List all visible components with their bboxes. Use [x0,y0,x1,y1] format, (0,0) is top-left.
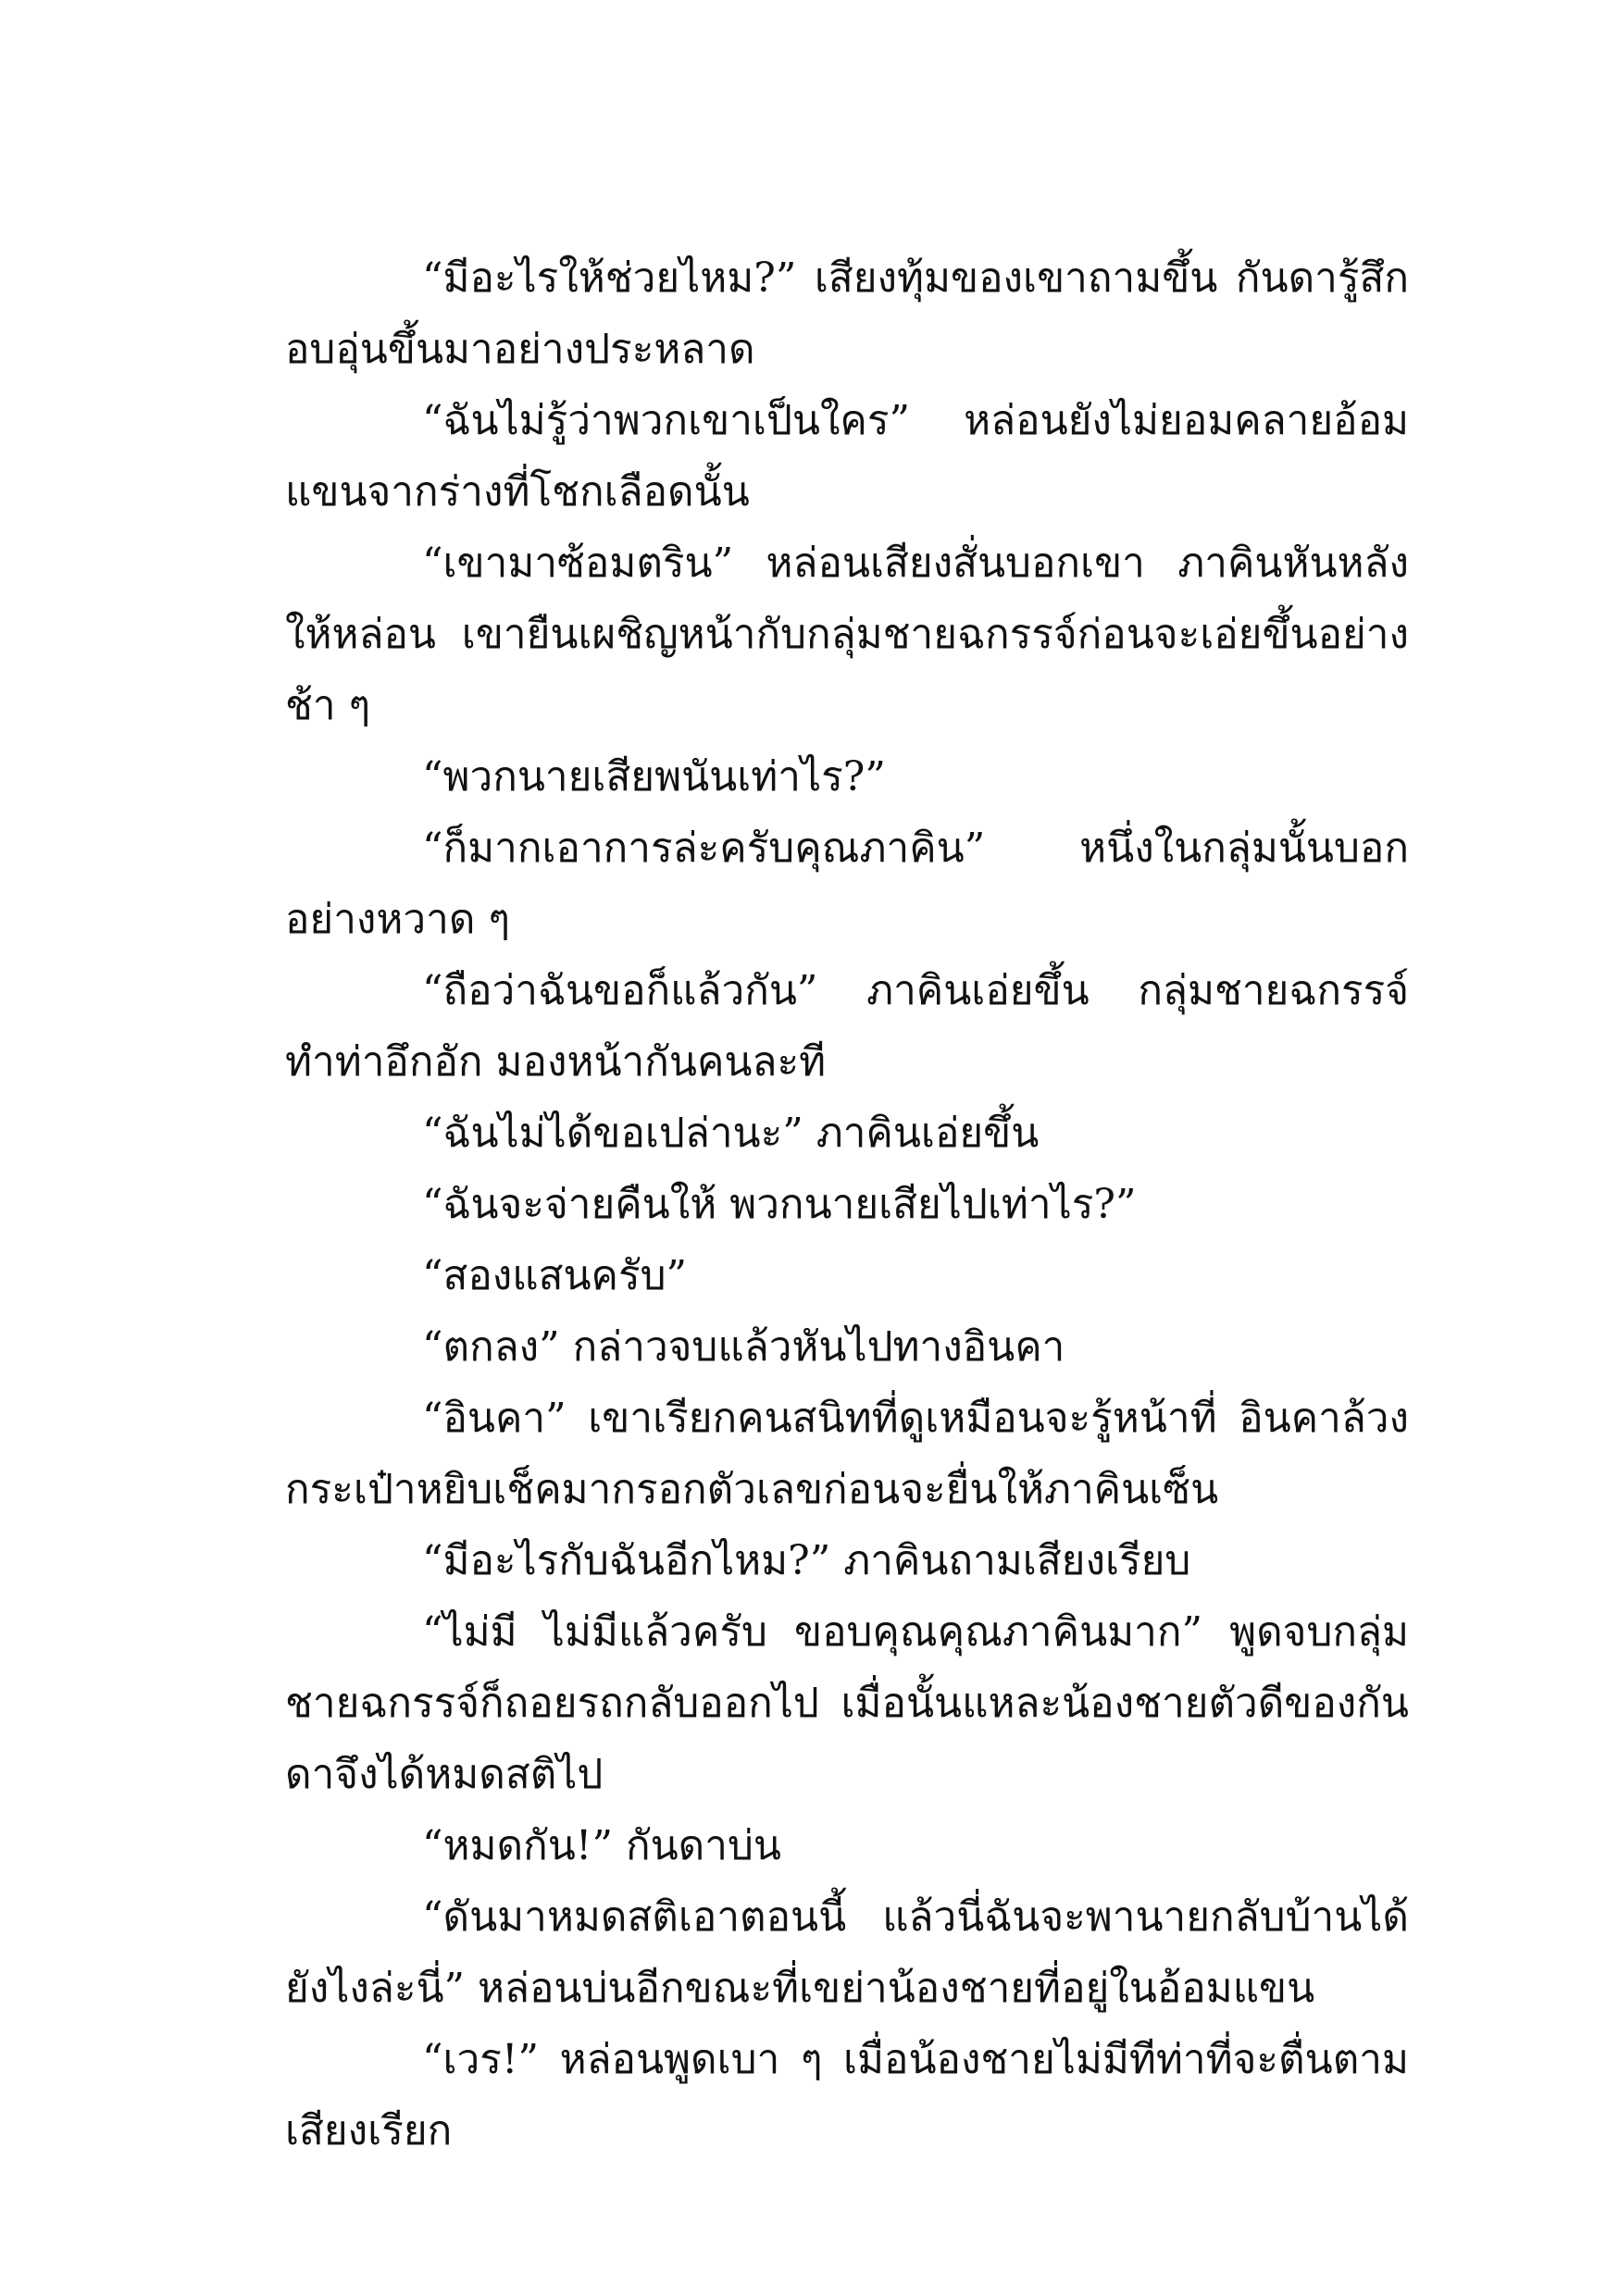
paragraph-8: “ฉันจะจ่ายคืนให้ พวกนายเสียไปเท่าไร?” [422,1181,1137,1228]
paragraph-16: “เวร!” หล่อนพูดเบา ๆ เมื่อน้องชายไม่มีทีท่าที่จะตื่นตามเสียงเรียก [285,2036,1409,2154]
paragraph-6: “ถือว่าฉันขอก็แล้วกัน” ภาคินเอ่ยขึ้น กลุ่มชายฉกรรจ์ทำท่าอึกอัก มองหน้ากันคนละที [285,967,1409,1086]
paragraph-5: “ก็มากเอาการล่ะครับคุณภาคิน” หนึ่งในกลุ่มนั้นบอกอย่างหวาด ๆ [285,825,1409,943]
paragraph-1: “มีอะไรให้ช่วยไหม?” เสียงทุ้มของเขาถามขึ้น กันดารู้สึกอบอุ่นขึ้นมาอย่างประหลาด [285,254,1409,373]
paragraph-9: “สองแสนครับ” [422,1252,688,1299]
paragraph-7: “ฉันไม่ได้ขอเปล่านะ” ภาคินเอ่ยขึ้น [422,1110,1040,1157]
paragraph-11: “อินคา” เขาเรียกคนสนิทที่ดูเหมือนจะรู้หน้าที่ อินคาล้วงกระเป๋าหยิบเช็คมากรอกตัวเลขก่อนจะยื่นให้ภาคินเซ็น [285,1395,1409,1513]
paragraph-3: “เขามาซ้อมตริน” หล่อนเสียงสั่นบอกเขา ภาคินหันหลังให้หล่อน เขายืนเผชิญหน้ากับกลุ่มชายฉกรรจ์ก่อนจะเอ่ยขึ้นอย่างช้า ๆ [285,540,1409,729]
body-text [285,242,1409,2166]
paragraph-2: “ฉันไม่รู้ว่าพวกเขาเป็นใคร” หล่อนยังไม่ยอมคลายอ้อมแขนจากร่างที่โชกเลือดนั้น [285,397,1409,515]
paragraph-4: “พวกนายเสียพนันเท่าไร?” [422,753,886,800]
paragraph-15: “ดันมาหมดสติเอาตอนนี้ แล้วนี่ฉันจะพานายกลับบ้านได้ยังไงล่ะนี่” หล่อนบ่นอีกขณะที่เขย่าน้องชายที่อยู่ในอ้อมแขน [285,1893,1409,2012]
paragraph-10: “ตกลง” กล่าวจบแล้วหันไปทางอินคา [422,1323,1065,1371]
paragraph-13: “ไม่มี ไม่มีแล้วครับ ขอบคุณคุณภาคินมาก” พูดจบกลุ่มชายฉกรรจ์ก็ถอยรถกลับออกไป เมื่อนั้นแหละน้องชายตัวดีของกันดาจึงได้หมดสติไป [285,1608,1409,1798]
paragraph-14: “หมดกัน!” กันดาบ่น [422,1822,781,1869]
paragraph-12: “มีอะไรกับฉันอีกไหม?” ภาคินถามเสียงเรียบ [422,1537,1191,1584]
